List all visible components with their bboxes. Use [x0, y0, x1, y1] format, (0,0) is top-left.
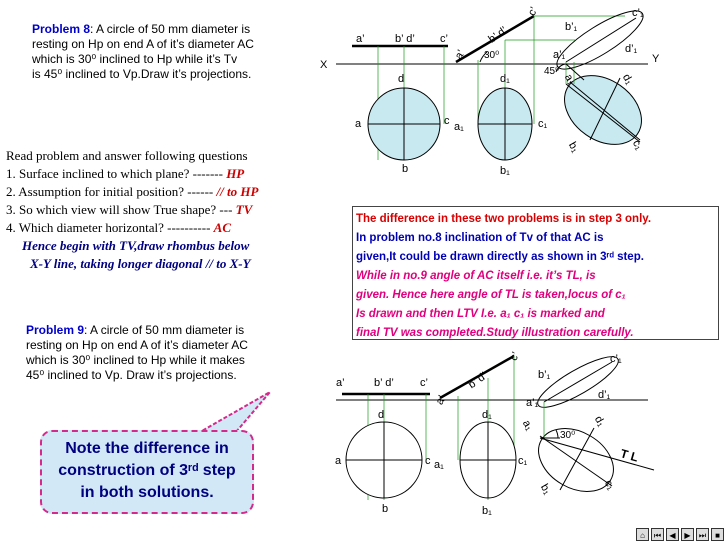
difference-line: given. Hence here angle of TL is taken,locus of c₁ — [356, 289, 626, 301]
label-a1-top: a₁ — [519, 418, 536, 433]
label-bd-prime: b’ d’ — [374, 377, 394, 389]
label-x: X — [320, 59, 328, 71]
answer: // to HP — [216, 184, 259, 199]
previous-slide-icon[interactable]: ◀ — [666, 528, 679, 541]
question-line: Read problem and answer following questions — [6, 148, 248, 163]
label-angle-45: 45⁰ — [544, 66, 560, 77]
label-angle-30: 30⁰ — [560, 430, 576, 441]
label-d1-prime: d’₁ — [625, 43, 638, 55]
problem-8-title: Problem 8 — [32, 22, 91, 36]
note-line: in both solutions. — [80, 484, 214, 501]
label-b1: b₁ — [482, 505, 492, 517]
label-d: d — [378, 409, 385, 421]
label-tl: T L — [618, 446, 640, 465]
label-b: b — [382, 503, 389, 515]
question-line: 2. Assumption for initial position? ------ // to HP — [6, 184, 259, 199]
label-a-prime: a’ — [356, 33, 365, 45]
label-c1-top: c₁ — [601, 478, 617, 493]
question-line: 3. So which view will show True shape? --- TV — [6, 202, 253, 217]
label-bd-prime-2: b’ d’ — [466, 369, 490, 392]
label-bd-prime: b’ d’ — [395, 33, 415, 45]
label-bd-prime-2: b’ d’ — [486, 24, 510, 46]
home-icon[interactable]: ⌂ — [636, 528, 649, 541]
problem-9-line: 45⁰ inclined to Vp. Draw it’s projections. — [26, 368, 237, 382]
label-a1: a₁ — [434, 459, 444, 471]
question-line: 4. Which diameter horizontal? ---------- AC — [6, 220, 232, 235]
label-c-prime: c’ — [440, 33, 448, 45]
problem-8-line: resting on Hp on end A of it’s diameter AC — [32, 37, 254, 51]
diagram-problem-8 — [336, 2, 655, 160]
label-angle-30: 30⁰ — [484, 50, 500, 61]
label-c-prime: c’ — [420, 377, 428, 389]
label-a-prime-2: a’ — [452, 48, 468, 62]
label-b1-top: b₁ — [537, 482, 554, 497]
label-c1-prime: c’₁ — [632, 7, 644, 19]
label-a-prime-2: a’ — [433, 393, 449, 407]
label-d: d — [398, 73, 405, 85]
label-c1-prime: c’₁ — [610, 353, 622, 365]
label-a1-prime: a’₁ — [553, 49, 566, 61]
problem-9-line: : A circle of 50 mm diameter is — [84, 323, 245, 337]
hence-line: Hence begin with TV,draw rhombus below — [22, 238, 250, 253]
label-c-prime-2: c’ — [507, 350, 523, 363]
label-a1: a₁ — [454, 121, 464, 133]
answer: AC — [213, 220, 232, 235]
label-c-prime-2: c’ — [525, 5, 541, 18]
difference-line: In problem no.8 inclination of Tv of that AC is — [356, 232, 604, 244]
answer: HP — [226, 166, 245, 181]
note-line: construction of 3ʳᵈ step — [58, 462, 236, 479]
label-d1-prime: d’₁ — [598, 389, 611, 401]
note-line: Note the difference in — [65, 440, 229, 457]
end-show-icon[interactable]: ■ — [711, 528, 724, 541]
first-slide-icon[interactable]: ⏮ — [651, 528, 664, 541]
difference-line: The difference in these two problems is in step 3 only. — [356, 213, 652, 225]
difference-line: given,It could be drawn directly as shown in 3ʳᵈ step. — [356, 251, 644, 263]
hence-line: X-Y line, taking longer diagonal // to X-Y — [30, 256, 251, 271]
label-c1: c₁ — [518, 455, 528, 467]
label-c: c — [444, 115, 450, 127]
problem-8-line: is 45⁰ inclined to Vp.Draw it’s projections. — [32, 67, 252, 81]
problem-9-line: which is 30⁰ inclined to Hp while it makes — [26, 353, 245, 367]
label-b: b — [402, 163, 409, 175]
label-c: c — [425, 455, 431, 467]
answer: TV — [235, 202, 253, 217]
label-c1-top: c₁ — [629, 138, 645, 153]
label-a1-prime: a’₁ — [526, 397, 539, 409]
difference-line: Is drawn and then LTV I.e. a₁ c₁ is marked and — [356, 308, 605, 320]
difference-line: final TV was completed.Study illustration carefully. — [356, 327, 634, 339]
label-c1: c₁ — [538, 118, 548, 130]
label-a1-top: a₁ — [561, 72, 578, 87]
problem-9-title: Problem 9 — [26, 323, 85, 337]
label-d1-top: d₁ — [619, 72, 636, 87]
label-d1: d₁ — [482, 409, 492, 421]
problem-9-line: resting on Hp on end A of it’s diameter AC — [26, 338, 248, 352]
label-b1: b₁ — [500, 165, 510, 177]
label-b1-prime: b’₁ — [538, 369, 551, 381]
problem-8-line: : A circle of 50 mm diameter is — [90, 22, 251, 36]
question-line: 1. Surface inclined to which plane? ------- HP — [6, 166, 245, 181]
slide-navigation — [636, 528, 724, 542]
label-b1-top: b₁ — [565, 140, 582, 155]
label-d1: d₁ — [500, 73, 510, 85]
label-a: a — [355, 118, 362, 130]
last-slide-icon[interactable]: ⏭ — [696, 528, 709, 541]
label-d1-top: d₁ — [591, 414, 608, 429]
label-a: a — [335, 455, 342, 467]
difference-line: While in no.9 angle of AC itself i.e. it’s TL, is — [356, 270, 596, 282]
label-b1-prime: b’₁ — [565, 21, 578, 33]
problem-8-line: which is 30⁰ inclined to Hp while it’s Tv — [32, 52, 238, 66]
label-y: Y — [652, 53, 660, 65]
label-a-prime: a’ — [336, 377, 345, 389]
next-slide-icon[interactable]: ▶ — [681, 528, 694, 541]
